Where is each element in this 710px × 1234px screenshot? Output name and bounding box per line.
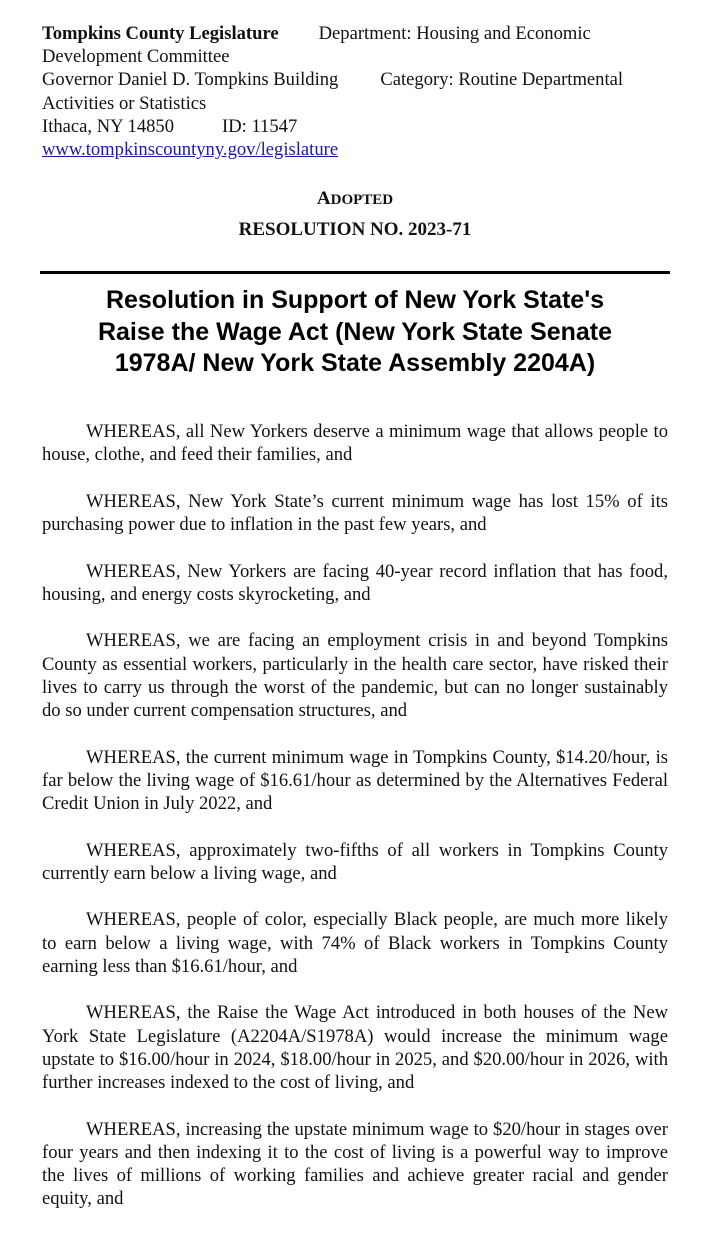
department-continued: Development Committee bbox=[42, 46, 230, 68]
document-id: ID: 11547 bbox=[222, 115, 298, 137]
adopted-rest: DOPTED bbox=[330, 192, 394, 208]
header-row-2 bbox=[42, 45, 682, 68]
header-row-3 bbox=[42, 68, 682, 91]
whereas-paragraph: WHEREAS, the Raise the Wage Act introduced in both houses of the New York State Legislature (A2204A/S1978A) would increase the minimum wage upstate to $16.00/hour in 2024, $18.00/hour in 2025, and $20.00/hour in 2026, with further increases indexed to the cost of living, and bbox=[42, 1002, 668, 1093]
document-header bbox=[42, 22, 682, 161]
resolution-number: RESOLUTION NO. 2023-71 bbox=[238, 219, 472, 240]
city-address: Ithaca, NY 14850 bbox=[42, 115, 175, 137]
resolution-title bbox=[40, 285, 670, 380]
category-label: Category: Routine Departmental bbox=[380, 69, 624, 91]
title-line-3: 1978A/ New York State Assembly 2204A) bbox=[114, 349, 596, 377]
whereas-paragraph: WHEREAS, we are facing an employment crisis in and beyond Tompkins County as essential workers, particularly in the health care sector, have risked their lives to carry us through the worst of the pandemic, but can no longer sustainably do so under current compensation structures, and bbox=[42, 630, 668, 721]
header-row-1 bbox=[42, 22, 682, 45]
whereas-paragraph: WHEREAS, the current minimum wage in Tompkins County, $14.20/hour, is far below the living wage of $16.61/hour as determined by the Alternatives Federal Credit Union in July 2022, and bbox=[42, 746, 668, 814]
divider-rule bbox=[40, 271, 670, 274]
header-row-4 bbox=[42, 92, 682, 115]
header-row-5 bbox=[42, 115, 682, 138]
resolution-body bbox=[42, 420, 668, 1234]
adopted-status bbox=[0, 188, 710, 210]
whereas-paragraph: WHEREAS, all New Yorkers deserve a minimum wage that allows people to house, clothe, and feed their families, and bbox=[42, 421, 668, 466]
category-continued: Activities or Statistics bbox=[42, 92, 207, 114]
title-line-2: Raise the Wage Act (New York State Senate bbox=[97, 317, 613, 346]
whereas-paragraph: WHEREAS, New Yorkers are facing 40-year record inflation that has food, housing, and energy costs skyrocketing, and bbox=[42, 560, 668, 605]
adopted-initial: A bbox=[316, 188, 331, 209]
building-name: Governor Daniel D. Tompkins Building bbox=[42, 69, 339, 91]
legislature-link[interactable]: www.tompkinscountyny.gov/legislature bbox=[42, 138, 339, 160]
whereas-paragraph: WHEREAS, people of color, especially Black people, are much more likely to earn below a living wage, with 74% of Black workers in Tompkins County earning less than $16.61/hour, and bbox=[42, 909, 668, 977]
title-line-1: Resolution in Support of New York State's bbox=[105, 286, 605, 314]
organization-name: Tompkins County Legislature bbox=[42, 23, 279, 44]
whereas-paragraph: WHEREAS, New York State’s current minimum wage has lost 15% of its purchasing power due to inflation in the past few years, and bbox=[42, 490, 668, 535]
department-label: Department: Housing and Economic bbox=[318, 23, 591, 44]
whereas-paragraph: WHEREAS, approximately two-fifths of all workers in Tompkins County currently earn below a living wage, and bbox=[42, 839, 668, 884]
header-row-6 bbox=[42, 138, 682, 161]
whereas-paragraph: WHEREAS, increasing the upstate minimum wage to $20/hour in stages over four years and then indexing it to the cost of living is a powerful way to improve the lives of millions of working families and achieve greater racial and gender equity, and bbox=[42, 1118, 668, 1210]
